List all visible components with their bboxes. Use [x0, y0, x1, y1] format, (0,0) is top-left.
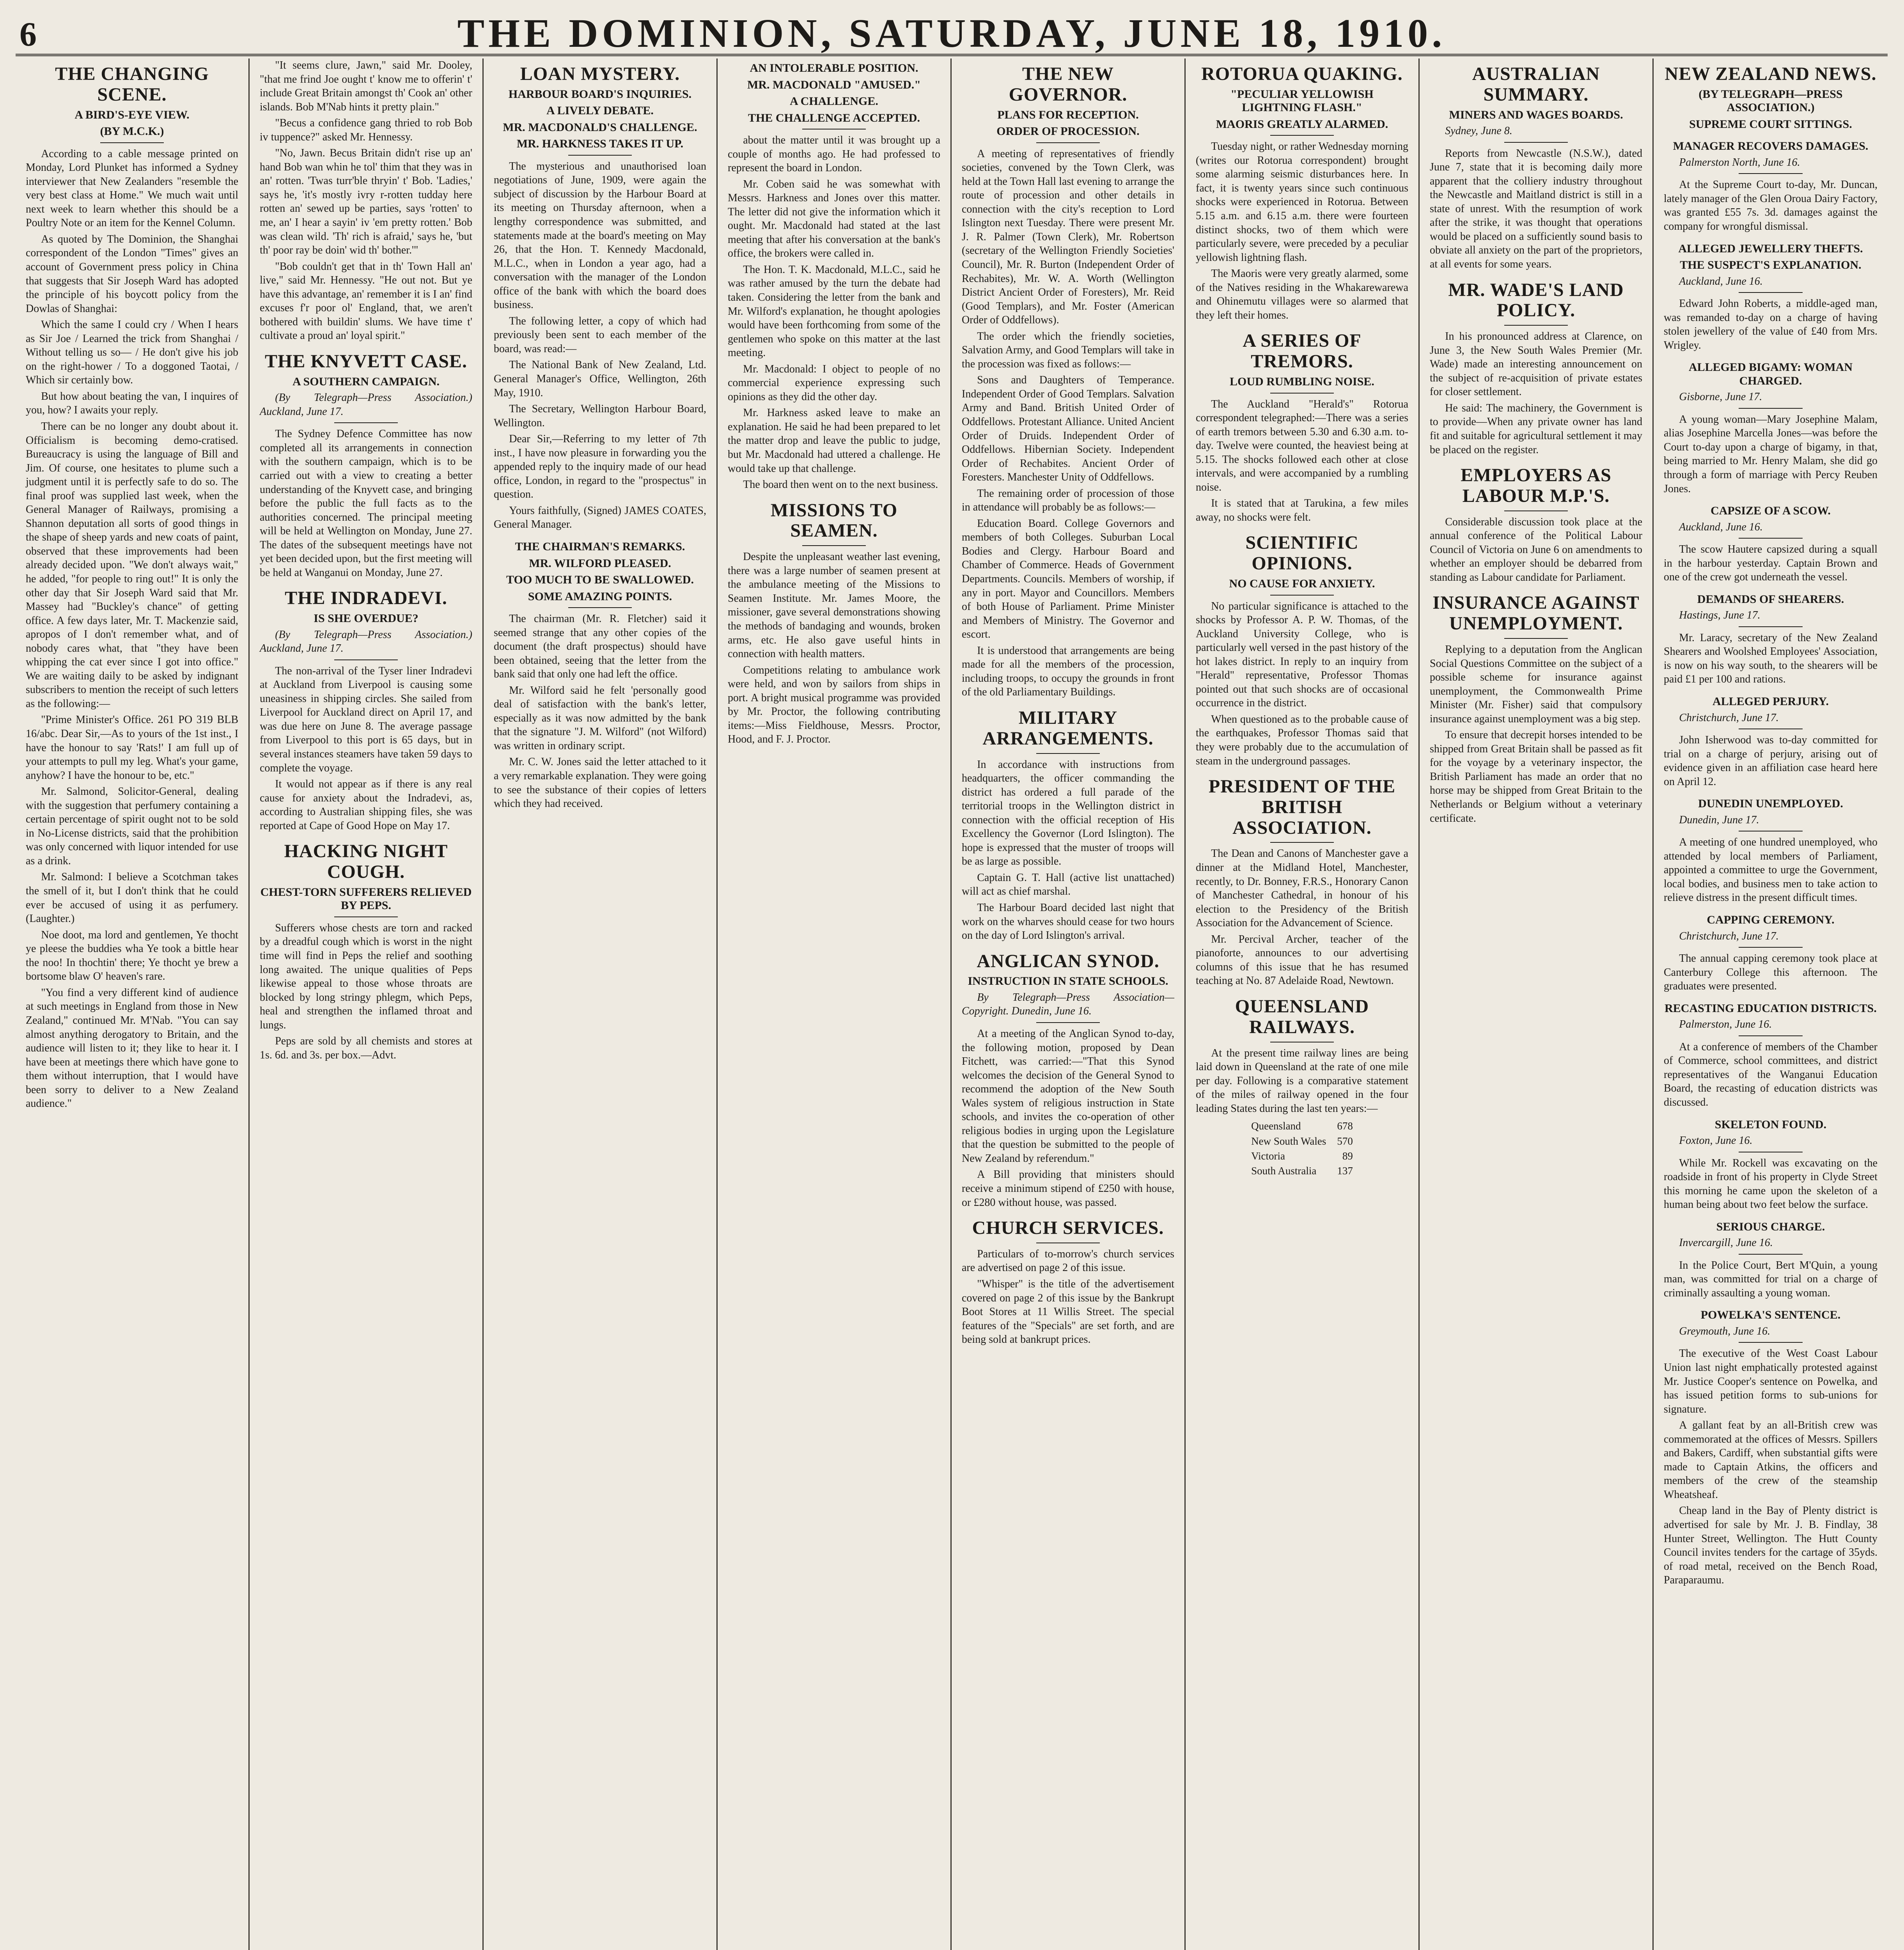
dateline: (By Telegraph—Press Association.) Auckland, June 17.: [260, 392, 472, 418]
article: [1664, 1308, 1877, 1587]
subheading: THE CHALLENGE ACCEPTED.: [748, 111, 920, 124]
column-6: [1186, 58, 1420, 1950]
article: [1196, 331, 1408, 524]
section-divider: [1036, 753, 1100, 754]
article-paragraph: Sons and Daughters of Temperance. Independent Order of Good Templars. Salvation Army and Band. British United Order of Oddfellows. Protestant Alliance. United Ancient Order of Druids. Independent Order of Oddfellows. Hibernian Society. Independent Order of Rechabites. Ancient Order of Foresters. Manchester Unity of Oddfellows.: [962, 374, 1174, 484]
article: [962, 1218, 1174, 1347]
dateline: Invercargill, June 16.: [1679, 1237, 1773, 1249]
table-row: [1246, 1134, 1358, 1149]
headline: MR. WADE'S LAND POLICY.: [1448, 279, 1624, 321]
article-paragraph: John Isherwood was to-day committed for trial on a charge of perjury, arising out of evidence given in an affiliation case heard here on April 12.: [1664, 734, 1877, 788]
subheading: A BIRD'S-EYE VIEW.: [74, 108, 190, 121]
dateline: Christchurch, June 17.: [1679, 711, 1779, 724]
article-paragraph: At the Supreme Court to-day, Mr. Duncan, lately manager of the Glen Oroua Dairy Factory, was granted £55 7s. 3d. damages against the company for wrongful dismissal.: [1664, 179, 1877, 232]
article: [260, 841, 472, 1062]
headline: LOAN MYSTERY.: [520, 64, 680, 84]
column-4: [718, 58, 952, 1950]
subheading: INSTRUCTION IN STATE SCHOOLS.: [968, 975, 1168, 988]
miles-value: 89: [1342, 1150, 1353, 1162]
article: [1664, 242, 1877, 353]
section-divider: [568, 155, 632, 156]
headline: PRESIDENT OF THE BRITISH ASSOCIATION.: [1208, 776, 1396, 838]
article-paragraph: Considerable discussion took place at the annual conference of the Political Labour Council of Victoria on June 6 on amendments to whether an employer should be debarred from standing as Labour candidate for Parliament.: [1430, 516, 1642, 583]
headline: MISSIONS TO SEAMEN.: [770, 500, 898, 541]
subheading: MAORIS GREATLY ALARMED.: [1216, 117, 1388, 131]
headline: THE CHANGING SCENE.: [55, 64, 209, 105]
article-paragraph: Yours faithfully, (Signed) JAMES COATES, General Manager.: [494, 504, 706, 531]
article-paragraph: A gallant feat by an all-British crew was commemorated at the offices of Messrs. Spillers and Bakers, Cardiff, when substantial gifts were made to Captain Atkins, the officers and members of the crew of the steamship Wheatsheaf.: [1664, 1419, 1877, 1501]
article-paragraph: Which the same I could cry / When I hears as Sir Joe / Learned the trick from Shanghai / Without telling us so— / He don't give his job on the right-hower / To a doggoned Taotai, / Which sir certainly bow.: [26, 319, 238, 386]
headline: CHURCH SERVICES.: [972, 1218, 1164, 1239]
dateline: (By Telegraph—Press Association.) Auckland, June 17.: [260, 628, 472, 655]
section-divider: [1739, 173, 1803, 174]
article: [1664, 797, 1877, 905]
subheading: CAPSIZE OF A SCOW.: [1711, 504, 1831, 518]
article: [260, 351, 472, 580]
subheading: MR. MACDONALD "AMUSED.": [747, 78, 921, 91]
article-paragraph: The executive of the West Coast Labour Union last night emphatically protested against Mr. Justice Cooper's sentence on Powelka, and has issued petition forms to sub-unions for signature.: [1664, 1347, 1877, 1415]
article: [1664, 140, 1877, 233]
article-paragraph: He said: The machinery, the Government is to provide—When any private owner has land fit and suitable for agricultural settlement it may be placed on the register.: [1430, 402, 1642, 456]
article-paragraph: No particular significance is attached to the shocks by Professor A. P. W. Thomas, of the Auckland University College, who is particularly well versed in the past history of the hot lakes district. In reply to an inquiry from "Herald" representative, Professor Thomas pointed out that such shocks are of occasional occurrence in the district.: [1196, 600, 1408, 709]
article: [1664, 64, 1877, 131]
table-row: [1246, 1163, 1358, 1178]
section-divider: [568, 607, 632, 608]
headline: INSURANCE AGAINST UNEMPLOYMENT.: [1432, 592, 1640, 634]
article-paragraph: Edward John Roberts, a middle-aged man, was remanded to-day on a charge of having stolen jewellery of the value of £40 from Mrs. Wrigley.: [1664, 298, 1877, 351]
article: [1664, 1118, 1877, 1212]
article-paragraph: In the Police Court, Bert M'Quin, a young man, was committed for trial on a charge of criminally assaulting a young woman.: [1664, 1259, 1877, 1299]
dateline: Gisborne, June 17.: [1679, 391, 1762, 403]
article: [1664, 361, 1877, 496]
section-divider: [1739, 626, 1803, 627]
page-number: 6: [20, 16, 37, 53]
subheading: RECASTING EDUCATION DISTRICTS.: [1665, 1002, 1877, 1015]
article-paragraph: The Maoris were very greatly alarmed, some of the Natives residing in the Whakarewarewa and Ohinemutu villages were so alarmed that they left their homes.: [1196, 268, 1408, 321]
subheading: (BY TELEGRAPH—PRESS ASSOCIATION.): [1698, 87, 1843, 114]
section-divider: [334, 916, 398, 917]
section-divider: [1504, 325, 1568, 326]
section-divider: [334, 659, 398, 660]
article-paragraph: It would not appear as if there is any real cause for anxiety about the Indradevi, as, according to Australian shipping files, she was reported at Cape of Good Hope on May 17.: [260, 778, 472, 832]
article-paragraph: In his pronounced address at Clarence, on June 3, the New South Wales Premier (Mr. Wade) made an interesting announcement on the subject of re-acquisition of private estates for closer settlement.: [1430, 330, 1642, 398]
article-paragraph: While Mr. Rockell was excavating on the roadside in front of his property in Clyde Street this morning he came upon the skeleton of a human being about two feet below the surface.: [1664, 1157, 1877, 1211]
headline: QUEENSLAND RAILWAYS.: [1235, 996, 1369, 1037]
article-paragraph: A Bill providing that ministers should receive a minimum stipend of £250 with house, or £280 without house, was passed.: [962, 1168, 1174, 1209]
subheading: MANAGER RECOVERS DAMAGES.: [1673, 140, 1869, 153]
subheading: THE CHAIRMAN'S REMARKS.: [515, 540, 685, 553]
headline: THE NEW GOVERNOR.: [1009, 64, 1128, 105]
section-divider: [1739, 1035, 1803, 1036]
dateline: Hastings, June 17.: [1679, 609, 1760, 622]
article: [728, 500, 940, 746]
column-8: [1654, 58, 1888, 1950]
article-paragraph: "Becus a confidence gang thried to rob Bob iv tuppence?" asked Mr. Hennessy.: [260, 117, 472, 143]
section-divider: [1270, 842, 1334, 843]
article-paragraph: The Secretary, Wellington Harbour Board, Wellington.: [494, 403, 706, 429]
article-paragraph: "It seems clure, Jawn," said Mr. Dooley, "that me frind Joe ought t' know me to offerin' t' include Great Britain amongst th' Cook an' other islands. Bob M'Nab hints it pretty plain.": [260, 59, 472, 113]
section-divider: [100, 142, 164, 143]
article-paragraph: The scow Hautere capsized during a squall in the harbour yesterday. Captain Brown and one of the crew got underneath the vessel.: [1664, 543, 1877, 583]
article: [260, 58, 472, 343]
article-paragraph: A young woman—Mary Josephine Malam, alias Josephine Marcella Jones—was before the Court to-day upon a charge of bigamy, in that, being married to Mr. Henry Malam, she did go through a form of marriage with Percy Reuben Jones.: [1664, 413, 1877, 495]
article-paragraph: Despite the unpleasant weather last evening, there was a large number of seamen present at the ambulance meeting of the Missions to Seamen Institute. Mr. James Moore, the missioner, gave several demonstrations showing the methods of bandaging and wounds, broken arms, etc. He also gave useful hints in connection with health matters.: [728, 551, 940, 660]
subheading: ALLEGED JEWELLERY THEFTS.: [1678, 242, 1863, 255]
article-paragraph: about the matter until it was brought up a couple of months ago. He had professed to represent the board in London.: [728, 134, 940, 174]
article-paragraph: Mr. Macdonald: I object to people of no commercial experience expressing such opinions as they did the other day.: [728, 363, 940, 403]
article: [962, 64, 1174, 699]
subheading: THE SUSPECT'S EXPLANATION.: [1680, 259, 1861, 272]
column-3: [484, 58, 718, 1950]
article: [1664, 593, 1877, 686]
article-paragraph: When questioned as to the probable cause of the earthquakes, Professor Thomas said that they were probably due to the accumulation of steam in the underground passages.: [1196, 713, 1408, 767]
subheading: IS SHE OVERDUE?: [314, 612, 418, 625]
headline: EMPLOYERS AS LABOUR M.P.'S.: [1461, 465, 1611, 506]
headline: THE INDRADEVI.: [285, 588, 447, 609]
dateline: Foxton, June 16.: [1679, 1135, 1753, 1147]
article-paragraph: The National Bank of New Zealand, Ltd. General Manager's Office, Wellington, 26th May, 1910.: [494, 359, 706, 399]
article-paragraph: The mysterious and unauthorised loan negotiations of June, 1909, were again the subject of discussion by the Harbour Board at its meeting on Thursday afternoon, when a lengthy correspondence was submitted, and statements made at the board's meeting on May 26, that the Hon. T. Kennedy Macdonald, M.L.C., when in London a year ago, had a conversation with the manager of the London office of the bank with which the board does business.: [494, 160, 706, 311]
railway-mileage-table: [1246, 1119, 1358, 1178]
article-paragraph: The order which the friendly societies, Salvation Army, and Good Templars will take in the procession was fixed as follows:—: [962, 330, 1174, 370]
article-paragraph: To ensure that decrepit horses intended to be shipped from Great Britain shall be passed as fit for the voyage by a veterinary inspector, the British Parliament has made an order that no horse may be shipped from Great Britain to the Netherlands or Belgium without a veterinary certificate.: [1430, 729, 1642, 824]
article-paragraph: The Harbour Board decided last night that work on the wharves should cease for two hours on the day of Lord Islington's arrival.: [962, 901, 1174, 942]
headline: THE KNYVETT CASE.: [265, 351, 467, 372]
article-paragraph: The board then went on to the next business.: [743, 479, 938, 491]
subheading: A CHALLENGE.: [790, 95, 878, 108]
section-divider: [1270, 595, 1334, 596]
dateline: Christchurch, June 17.: [1679, 930, 1779, 942]
article-paragraph: It is understood that arrangements are being made for all the members of the procession, including troops, to occupy the grounds in front of the old Parliamentary Buildings.: [962, 644, 1174, 698]
subheading: (BY M.C.K.): [100, 125, 164, 138]
column-5: [952, 58, 1186, 1950]
subheading: MINERS AND WAGES BOARDS.: [1449, 108, 1623, 121]
section-divider: [1036, 142, 1100, 143]
headline: MILITARY ARRANGEMENTS.: [982, 707, 1154, 749]
article-paragraph: At the present time railway lines are being laid down in Queensland at the rate of one mile per day. Following is a comparative statement of the miles of railway opened in the four leading States during the last ten years:—: [1196, 1047, 1408, 1115]
article-paragraph: It is stated that at Tarukina, a few miles away, no shocks were felt.: [1196, 497, 1408, 523]
article: [1664, 695, 1877, 789]
miles-value: 678: [1337, 1120, 1353, 1132]
section-divider: [1036, 1022, 1100, 1023]
article-paragraph: The non-arrival of the Tyser liner Indradevi at Auckland from Liverpool is causing some uneasiness in shipping circles. She sailed from Liverpool for Auckland direct on April 17, and was due here on June 8. The average passage from Liverpool to this port is 65 days, but in several instances steamers have taken 59 days to complete the voyage.: [260, 665, 472, 774]
article-paragraph: Peps are sold by all chemists and stores at 1s. 6d. and 3s. per box.—Advt.: [260, 1035, 472, 1061]
article-paragraph: "Whisper" is the title of the advertisement covered on page 2 of this issue by the Bankrupt Boot Stores at 11 Willis Street. The special features of the "Specials" are set forth, and are being sold at bankrupt prices.: [962, 1278, 1174, 1346]
subheading: PLANS FOR RECEPTION.: [997, 108, 1139, 121]
article-paragraph: Mr. Percival Archer, teacher of the pianoforte, announces to our advertising columns of this issue that he has resumed teaching at No. 87 Adelaide Road, Newtown.: [1196, 933, 1408, 987]
article-paragraph: But how about beating the van, I inquires of you, how? I awaits your reply.: [26, 390, 238, 417]
article: [494, 64, 706, 532]
article: [1196, 996, 1408, 1178]
subheading: HARBOUR BOARD'S INQUIRIES.: [508, 87, 692, 101]
dateline: Palmerston North, June 16.: [1679, 156, 1800, 168]
section-divider: [1739, 947, 1803, 948]
article-paragraph: Mr. Salmond: I believe a Scotchman takes the smell of it, but I don't think that he could ever be accused of using it as perfumery. (Laughter.): [26, 871, 238, 925]
headline: SCIENTIFIC OPINIONS.: [1245, 532, 1359, 574]
article-paragraph: The annual capping ceremony took place at Canterbury College this afternoon. The graduates were presented.: [1664, 952, 1877, 993]
article-paragraph: A meeting of one hundred unemployed, who attended by local members of Parliament, appointed a committee to urge the Government, local bodies, and business men to take action to relieve distress in the present difficult times.: [1664, 836, 1877, 904]
column-7: [1420, 58, 1654, 1950]
table-row: [1246, 1119, 1358, 1133]
article-paragraph: Mr. C. W. Jones said the letter attached to it a very remarkable explanation. They were going to see the substance of their copies of letters which they had received.: [494, 756, 706, 810]
subheading: TOO MUCH TO BE SWALLOWED.: [506, 573, 694, 587]
article-paragraph: Mr. Laracy, secretary of the New Zealand Shearers and Woolshed Employees' Association, is now on his way south, to the shearers will be paid £1 per 100 and rations.: [1664, 631, 1877, 686]
subheading: SOME AMAZING POINTS.: [528, 590, 672, 603]
news-columns: [16, 58, 1888, 1950]
headline: AUSTRALIAN SUMMARY.: [1472, 64, 1600, 105]
article-paragraph: The remaining order of procession of those in attendance will probably be as follows:—: [962, 487, 1174, 514]
subheading: SUPREME COURT SITTINGS.: [1689, 117, 1852, 131]
article-paragraph: Replying to a deputation from the Anglican Social Questions Committee on the subject of a possible scheme for insurance against unemployment, the Commonwealth Prime Minister (Mr. Fisher) said that compulsory insurance against unemployment was a big step.: [1430, 644, 1642, 725]
headline: NEW ZEALAND NEWS.: [1665, 64, 1877, 84]
table-row: [1246, 1149, 1358, 1163]
subheading: LOUD RUMBLING NOISE.: [1230, 375, 1374, 388]
article-paragraph: Mr. Coben said he was somewhat with Messrs. Harkness and Jones over this matter. The letter did not give the information which it ought. Mr. Macdonald had stated at the last meeting that after his conversation at the bank's office, the brokers were called in.: [728, 178, 940, 260]
article: [494, 540, 706, 811]
article-paragraph: Mr. Harkness asked leave to make an explanation. He said he had been prepared to let the matter drop and leave the public to judge, but Mr. Macdonald had uttered a challenge. He would take up that challenge.: [728, 407, 940, 475]
article-paragraph: Dear Sir,—Referring to my letter of 7th inst., I have now pleasure in forwarding you the appended reply to the inquiry made of our head office, London, in regard to the "prospectus" in question.: [494, 433, 706, 501]
dateline: Auckland, June 16.: [1679, 275, 1763, 287]
section-divider: [1270, 135, 1334, 136]
subheading: ALLEGED BIGAMY: WOMAN CHARGED.: [1688, 361, 1853, 387]
article: [1196, 776, 1408, 988]
article-paragraph: Mr. Wilford said he felt 'personally good deal of satisfaction with the bank's letter, especially as it was now admitted by the bank that the signature "J. M. Wilford" (not Wilford) was written in ordinary script.: [494, 684, 706, 752]
dateline: By Telegraph—Press Association—Copyright. Dunedin, June 16.: [962, 991, 1174, 1018]
subheading: SERIOUS CHARGE.: [1716, 1220, 1825, 1233]
article: [962, 951, 1174, 1210]
article: [1430, 64, 1642, 271]
article-paragraph: Captain G. T. Hall (active list unattached) will act as chief marshal.: [962, 871, 1174, 898]
article-paragraph: The Sydney Defence Committee has now completed all its arrangements in connection with the southern campaign, which is to be carried out with a view to creating a better understanding of the Knyvett case, and bringing before the public the full facts as to the authorities concerned. The principal meeting will be held at Wellington on Monday, June 27. The dates of the subsequent meetings have not yet been decided upon, but the first meeting will be held at Wanganui on Monday, June 27.: [260, 428, 472, 579]
article: [1664, 1220, 1877, 1300]
section-divider: [1504, 638, 1568, 639]
state-name: Queensland: [1251, 1120, 1301, 1132]
masthead: [16, 7, 1888, 56]
article-paragraph: The Dean and Canons of Manchester gave a dinner at the Midland Hotel, Manchester, recently, to Dr. Bonney, F.R.S., Honorary Canon of Manchester Cathedral, in honour of his election to the Presidency of the British Association for the Advancement of Science.: [1196, 847, 1408, 929]
state-name: South Australia: [1251, 1165, 1317, 1177]
subheading: CHEST-TORN SUFFERERS RELIEVED BY PEPS.: [260, 885, 472, 912]
subheading: DEMANDS OF SHEARERS.: [1697, 592, 1844, 606]
section-divider: [1739, 1342, 1803, 1343]
section-divider: [1739, 1254, 1803, 1255]
dateline: Sydney, June 8.: [1445, 125, 1512, 137]
subheading: A SOUTHERN CAMPAIGN.: [293, 375, 440, 388]
article: [1664, 913, 1877, 993]
masthead-title: THE DOMINION, SATURDAY, JUNE 18, 1910.: [457, 11, 1446, 56]
article-paragraph: There can be no longer any doubt about it. Officialism is becoming demo-cratised. Bureaucracy is using the language of Bill and Jim. Of course, one hesitates to plume such a judgment until it is perfectly safe to do so. The final proof was supplied last week, when the General Manager of Railways, promising a Shannon deputation all sorts of good things in the shape of sheep yards and new coats of paint, observed that these improvements had been already decided upon. "We don't always wait," he added, "for people to ring out!" It is only the other day that Sir Joseph Ward said that Mr. Massey had "Buckley's chance" of getting office. A few days later, Mr. T. Mackenzie said, apropos of I don't remember what, and of nobody cares what, that "they have been whipping the cat ever since I got into office." We are waiting daily to be asked by indignant subscribers to mention the receipt of such letters as the following:—: [26, 420, 238, 710]
article: [962, 708, 1174, 943]
section-divider: [1739, 538, 1803, 539]
article-paragraph: Education Board. College Governors and members of both Colleges. Suburban Local Bodies and Clergy. Harbour Board and Chamber of Commerce. Heads of Government Departments. Councils. Members of worship, if any in port. Mayor and Councillors. Members of both House of Parliament. Prime Minister and Members of Ministry. The Governor and escort.: [962, 517, 1174, 641]
article: [1664, 1002, 1877, 1110]
article-paragraph: Particulars of to-morrow's church services are advertised on page 2 of this issue.: [962, 1248, 1174, 1274]
subheading: NO CAUSE FOR ANXIETY.: [1229, 577, 1375, 590]
state-name: Victoria: [1251, 1150, 1285, 1162]
article-paragraph: Competitions relating to ambulance work were held, and won by sailors from ships in port. A bright musical programme was provided by Mr. Proctor, the following contributing items:—Miss Fieldhouse, Messrs. Proctor, Hood, and F. J. Proctor.: [728, 664, 940, 746]
subheading: AN INTOLERABLE POSITION.: [750, 62, 918, 74]
section-divider: [1739, 408, 1803, 409]
subheading: MR. HARKNESS TAKES IT UP.: [516, 137, 684, 151]
article: [728, 62, 940, 492]
subheading: POWELKA'S SENTENCE.: [1700, 1308, 1841, 1322]
subheading: ORDER OF PROCESSION.: [996, 125, 1140, 138]
article-paragraph: At a meeting of the Anglican Synod to-day, the following motion, proposed by Dean Fitchett, was carried:—"That this Synod welcomes the decision of the General Synod to recommend the adoption of the New South Wales system of religious instruction in State schools, and invites the co-operation of other religious bodies in urging upon the Legislature that the question be submitted to the people of New Zealand by referendum.": [962, 1028, 1174, 1165]
article: [1430, 465, 1642, 584]
article-paragraph: Cheap land in the Bay of Plenty district is advertised for sale by Mr. J. B. Findlay, 38 Hunter Street, Wellington. The Hutt County Council invites tenders for the cartage of 35yds. of road metal, received on the Bench Road, Paraparaumu.: [1664, 1505, 1877, 1587]
section-divider: [1270, 393, 1334, 394]
subheading: ALLEGED PERJURY.: [1713, 695, 1829, 708]
headline: A SERIES OF TREMORS.: [1243, 330, 1362, 372]
article-paragraph: According to a cable message printed on Monday, Lord Plunket has informed a Sydney interviewer that New Zealanders "resemble the very best class at Home." We much wait until next week to learn whether this should be a Poultry Note or an item for the Kennel Column.: [26, 147, 238, 229]
article: [1430, 593, 1642, 825]
subheading: DUNEDIN UNEMPLOYED.: [1698, 797, 1843, 810]
headline: HACKING NIGHT COUGH.: [284, 841, 448, 883]
article-paragraph: Sufferers whose chests are torn and racked by a dreadful cough which is worst in the night time will find in Peps the relief and soothing long awaited. The unique qualities of Peps likewise appeal to those whose throats are blocked by long stringy phlegm, which Peps, heal and strengthen the inflamed throat and lungs.: [260, 922, 472, 1031]
miles-value: 137: [1337, 1165, 1353, 1177]
headline: ROTORUA QUAKING.: [1201, 64, 1403, 84]
article: [260, 588, 472, 833]
article-paragraph: "Prime Minister's Office. 261 PO 319 BLB 16/abc. Dear Sir,—As to yours of the 1st inst., I have the honour to say 'Rats!' I am full up of your attempts to pull my leg. What's your game, anyhow? I have the honour to be, etc.": [26, 714, 238, 782]
article-paragraph: Reports from Newcastle (N.S.W.), dated June 7, state that it is becoming daily more apparent that the colliery industry throughout the Newcastle and Maitland district is still in a state of unrest. With the resumption of work after the strike, it was thought that operations would be placed on a sufficiently sound basis to obviate all anxiety on the part of the proprietors, at all events for some years.: [1430, 147, 1642, 271]
miles-value: 570: [1337, 1135, 1353, 1147]
article: [1664, 504, 1877, 584]
article-paragraph: Mr. Salmond, Solicitor-General, dealing with the suggestion that perfumery containing a certain percentage of spirit ought not to be sold in No-License districts, said that the prohibition was only concerned with liquor intended for use as a drink.: [26, 785, 238, 867]
article: [1196, 533, 1408, 768]
subheading: CAPPING CEREMONY.: [1707, 913, 1835, 927]
article: [1430, 280, 1642, 457]
section-divider: [1504, 142, 1568, 143]
article-paragraph: The Auckland "Herald's" Rotorua correspondent telegraphed:—There was a series of earth tremors between 5.30 and 6.30 a.m. to-day. Twelve were counted, the heaviest being at 5.15. The shocks followed each other at close intervals, and were accompanied by a rumbling noise.: [1196, 398, 1408, 493]
subheading: MR. MACDONALD'S CHALLENGE.: [503, 121, 697, 134]
article-paragraph: The chairman (Mr. R. Fletcher) said it seemed strange that any other copies of the document (the draft prospectus) should have been obtained, seeing that the letter from the bank said that only one had left the office.: [494, 613, 706, 681]
headline: ANGLICAN SYNOD.: [977, 950, 1159, 971]
article-paragraph: At a conference of members of the Chamber of Commerce, school committees, and district representatives of the Wanganui Education Board, the recasting of education districts was discussed.: [1664, 1041, 1877, 1108]
article-paragraph: As quoted by The Dominion, the Shanghai correspondent of the London "Times" gives an account of Government press policy in China that suggests that Sir Joseph Ward has adopted the principle of his boycott policy from the Dowlas of Shanghai:: [26, 233, 238, 315]
article-paragraph: The Hon. T. K. Macdonald, M.L.C., said he was rather amused by the turn the debate had taken. Considering the letter from the bank and Mr. Wilford's explanation, he thought apologies would have been forthcoming from some of the gentlemen who spoke on this matter at the last meeting.: [728, 263, 940, 359]
subheading: SKELETON FOUND.: [1714, 1118, 1827, 1131]
article-paragraph: The following letter, a copy of which had previously been sent to each member of the board, was read:—: [494, 315, 706, 355]
article-paragraph: In accordance with instructions from headquarters, the officer commanding the district has ordered a full parade of the territorial troops in the Wellington district in connection with the official reception of His Excellency the Governor (Lord Islington). The hope is expressed that the muster of troops will be as large as possible.: [962, 758, 1174, 868]
subheading: "PECULIAR YELLOWISH LIGHTNING FLASH.": [1230, 87, 1374, 114]
article: [1196, 64, 1408, 322]
column-1: [16, 58, 250, 1950]
article-paragraph: "Bob couldn't get that in th' Town Hall an' live," said Mr. Hennessy. "He out not. But ye have this advantage, an' remember it is I an' find excuses f'r poor ol' England, that, we aren't bothered with buildin' slums. We have time t' cultivate a proud an' loyal spirit.": [260, 260, 472, 342]
article-paragraph: Tuesday night, or rather Wednesday morning (writes our Rotorua correspondent) brought some alarming seismic disturbances here. In fact, it is twenty years since such continuous shocks were experienced in Rotorua. Between 5.15 a.m. and 6.15 a.m. there were fourteen distinct shocks, two of them which were particularly severe, were preceded by a peculiar yellowish lightning flash.: [1196, 140, 1408, 264]
subheading: MR. WILFORD PLEASED.: [529, 557, 671, 570]
article-paragraph: "You find a very different kind of audience at such meetings in England from those in New Zealand," continued Mr. M'Nab. "You can say almost anything derogatory to Britain, and the audience will listen to it; they like to hear it. I have been at meetings there which have gone to them without interruption, that I would have been sorry to deliver to a New Zealand audience.": [26, 986, 238, 1110]
article-paragraph: Noe doot, ma lord and gentlemen, Ye thocht ye pleese the buddies wha Ye took a bittle hear the noo! In thochtin' there; Ye thocht ye brew a bortsome blaw O' heaven's rare.: [26, 929, 238, 983]
section-divider: [1739, 292, 1803, 293]
dateline: Palmerston, June 16.: [1679, 1018, 1772, 1031]
section-divider: [802, 545, 866, 546]
dateline: Auckland, June 16.: [1679, 521, 1763, 533]
subheading: A LIVELY DEBATE.: [546, 104, 654, 117]
article: [26, 64, 238, 1111]
state-name: New South Wales: [1251, 1135, 1326, 1147]
column-2: [250, 58, 484, 1950]
dateline: Dunedin, June 17.: [1679, 814, 1759, 826]
dateline: Greymouth, June 16.: [1679, 1325, 1770, 1337]
article-paragraph: "No, Jawn. Becus Britain didn't rise up an' hand Bob wan whin he tol' thim that they was in an' rotten. 'Twas turr'ble thryin' t' Bob. 'Ladies,' says he, 'it's mostly ivry r-rotten tudday here rotten an' sewed up be parties, says 'rotten' to me, an' I hear a sayin' iv 'em pretty rotten.' Bob was clean wild. 'Th' rich is afraid,' says he, 'but th' poor ray be doin' wid th' bother.'": [260, 147, 472, 257]
section-divider: [334, 422, 398, 423]
article-paragraph: A meeting of representatives of friendly societies, convened by the Town Clerk, was held at the Town Hall last evening to arrange the route of procession and other details in connection with the city's reception to Lord Islington next Tuesday. There were present Mr. J. R. Palmer (Town Clerk), Mr. Robertson (secretary of the Wellington Friendly Societies' Council), Mr. R. Burton (Independent Order of Rechabites), Mr. W. A. Worth (Wellington District Ancient Order of Foresters), Mr. Reid (Good Templars), and Mr. Foster (American Order of Oddfellows).: [962, 147, 1174, 326]
